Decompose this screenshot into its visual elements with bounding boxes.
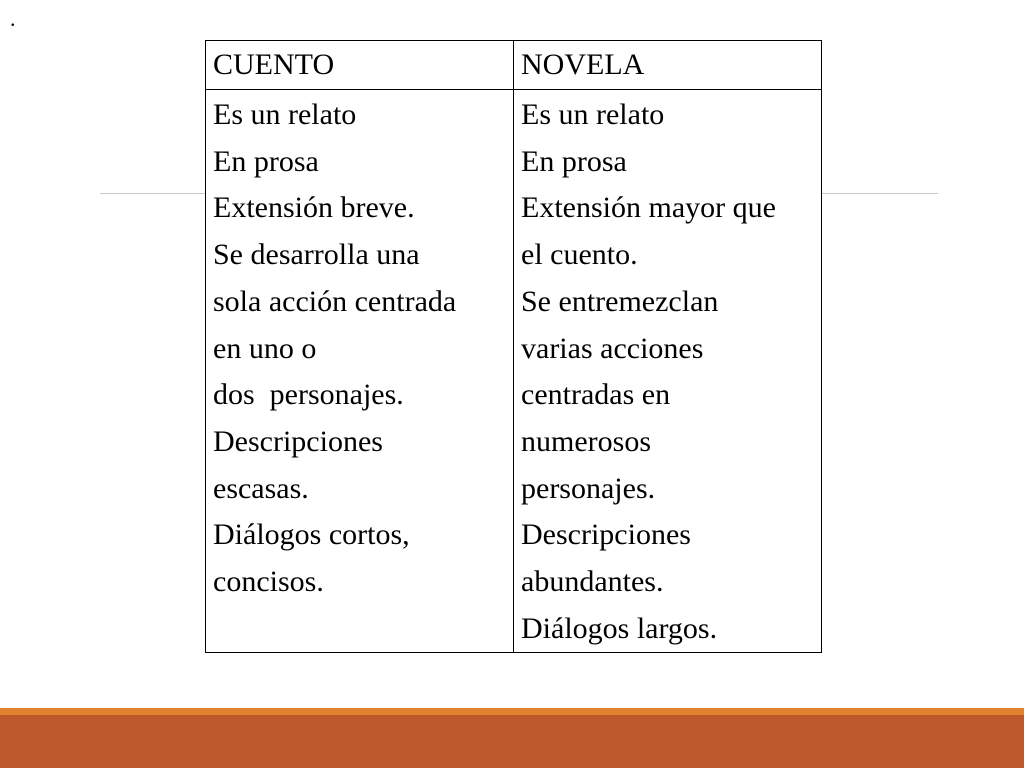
- novela-line: varias acciones: [521, 331, 704, 365]
- novela-line: personajes.: [521, 471, 656, 505]
- novela-line: En prosa: [521, 144, 627, 178]
- cuento-line: en uno o: [213, 331, 317, 365]
- novela-line: Diálogos largos.: [521, 611, 718, 645]
- cuento-cell: [206, 90, 514, 653]
- cuento-line: dos personajes.: [213, 378, 404, 412]
- cuento-line: concisos.: [213, 565, 324, 599]
- cuento-line: sola acción centrada: [213, 284, 457, 318]
- novela-line: el cuento.: [521, 238, 638, 272]
- novela-cell: [514, 90, 822, 653]
- table-header-row: [206, 41, 822, 90]
- cuento-line: En prosa: [213, 144, 319, 178]
- novela-line: abundantes.: [521, 565, 664, 599]
- table-row: [206, 90, 822, 653]
- cuento-line: Descripciones: [213, 424, 383, 458]
- footer-band: [0, 715, 1024, 768]
- cuento-line: escasas.: [213, 471, 309, 505]
- cuento-line: Se desarrolla una: [213, 238, 420, 272]
- footer-accent-band: [0, 708, 1024, 715]
- novela-line: Descripciones: [521, 518, 691, 552]
- cuento-line: Diálogos cortos,: [213, 518, 410, 552]
- novela-line: centradas en: [521, 378, 671, 412]
- novela-line: Es un relato: [521, 98, 665, 131]
- novela-line: numerosos: [521, 424, 651, 458]
- corner-mark: .: [10, 6, 16, 31]
- header-novela: NOVELA: [514, 41, 822, 90]
- cuento-line: Es un relato: [213, 98, 357, 131]
- novela-line: Extensión mayor que: [521, 191, 776, 225]
- novela-line: Se entremezclan: [521, 284, 719, 318]
- header-cuento: CUENTO: [206, 41, 514, 90]
- cuento-line: Extensión breve.: [213, 191, 415, 225]
- comparison-table: [205, 40, 822, 653]
